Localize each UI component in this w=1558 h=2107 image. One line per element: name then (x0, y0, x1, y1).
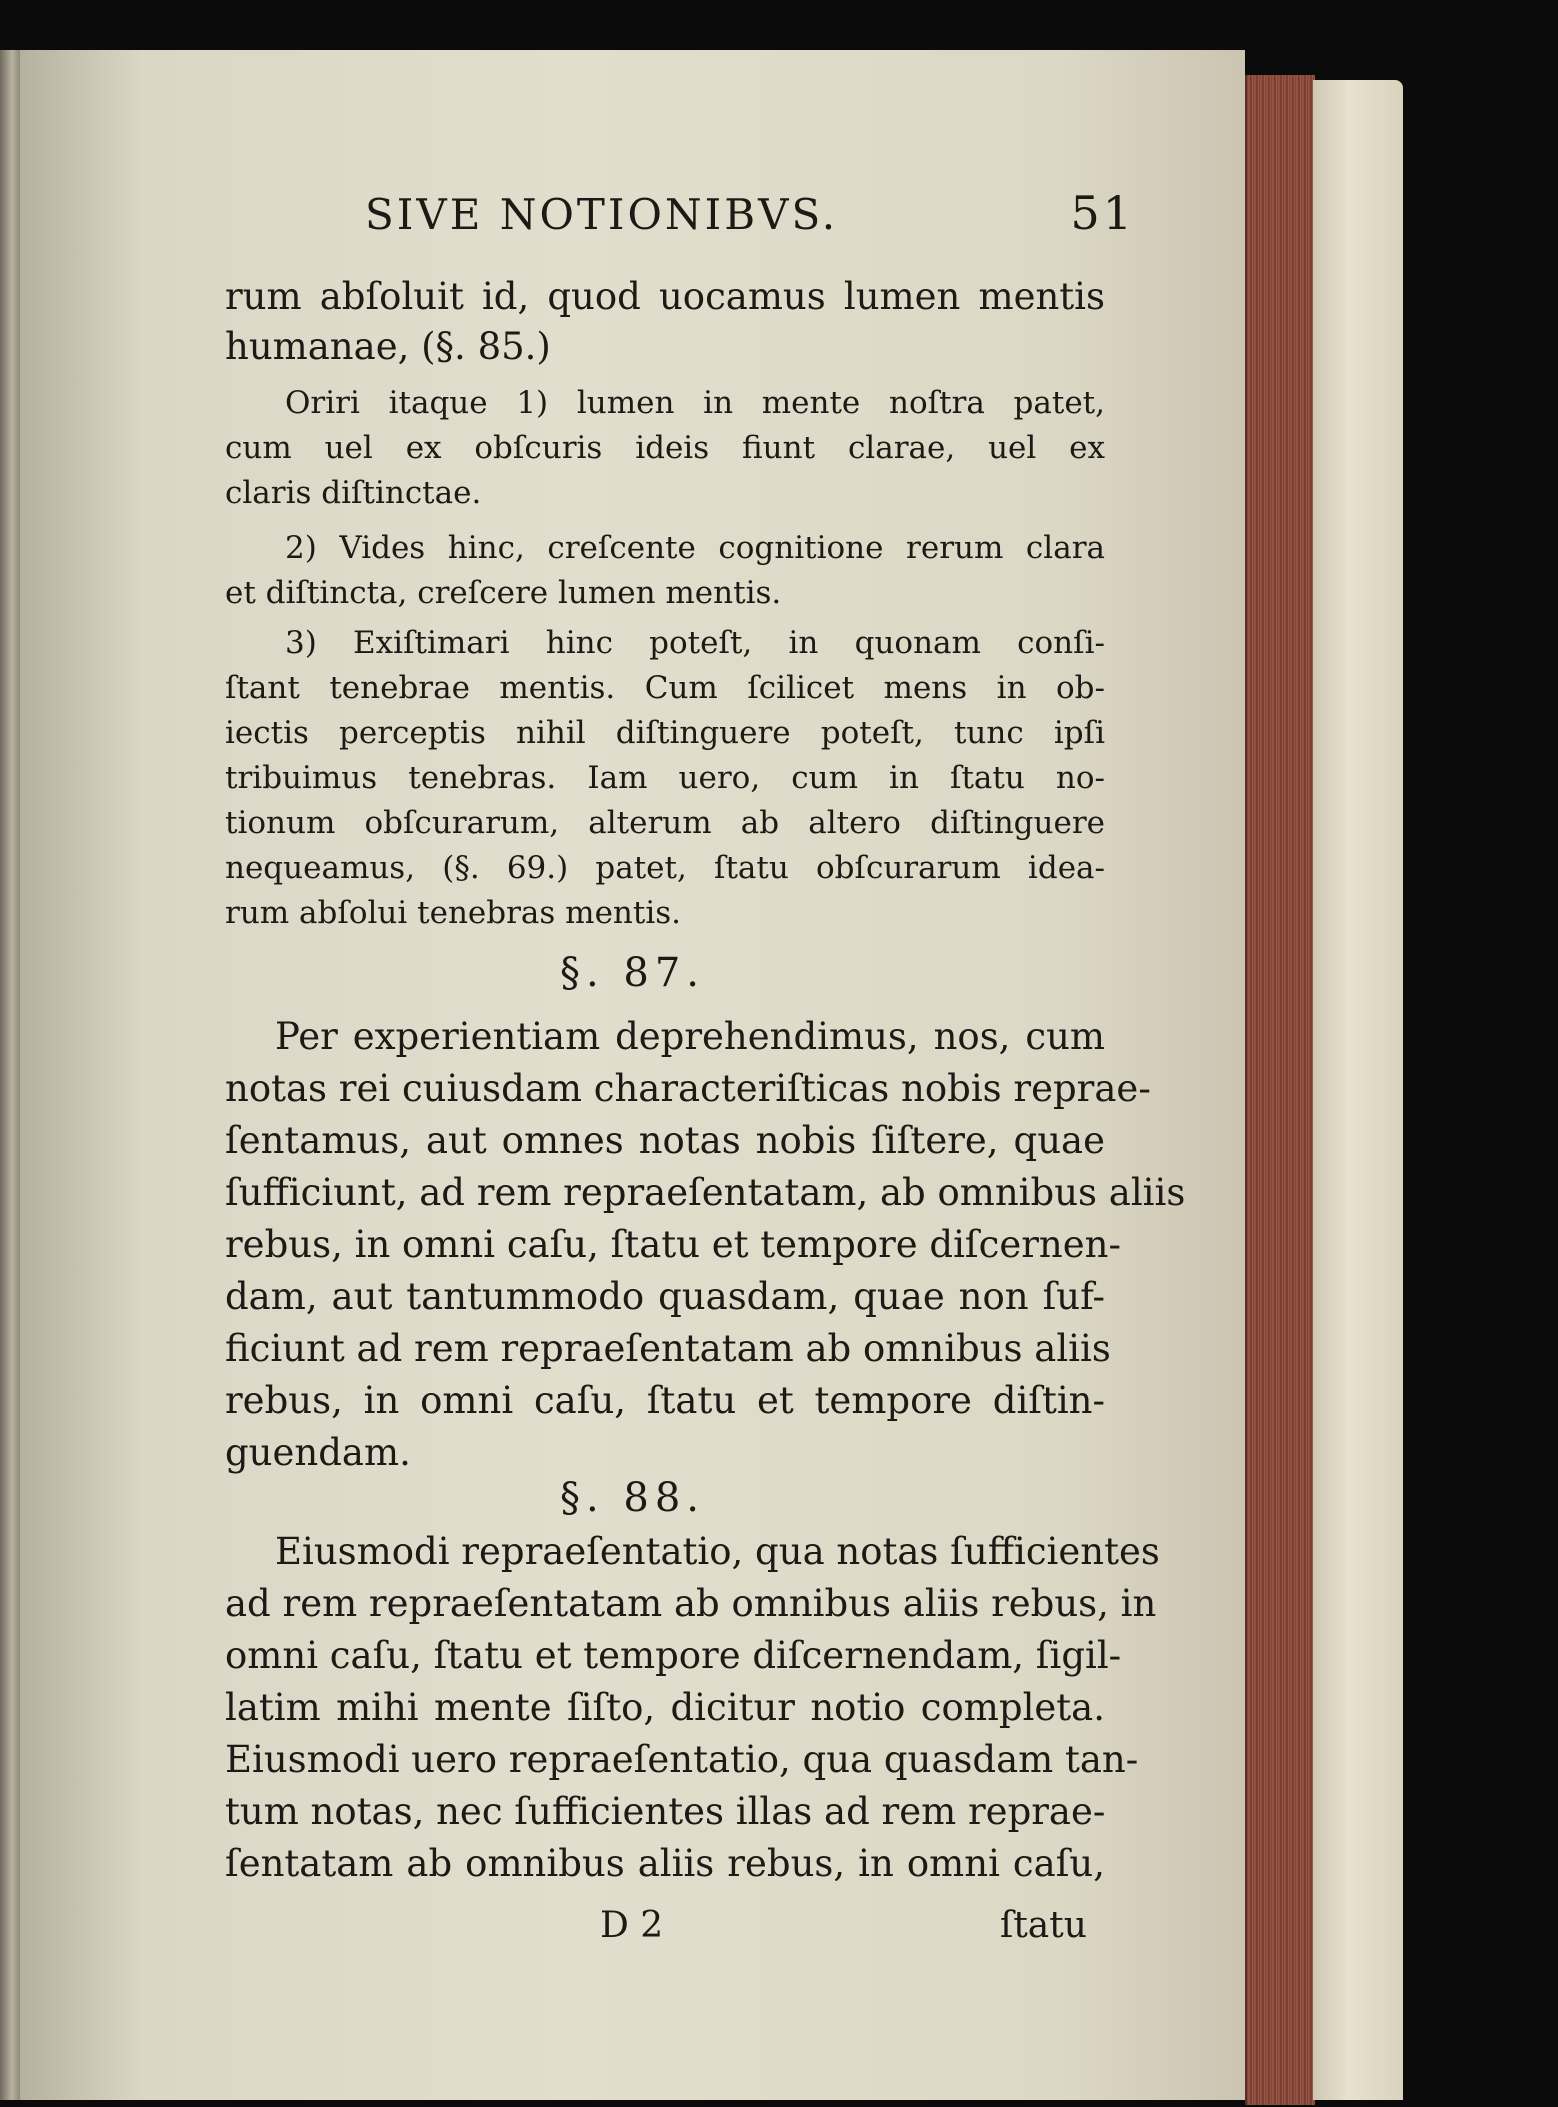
left-page-edge (0, 50, 20, 2100)
text-line: cum uel ex obſcuris ideis fiunt clarae, uel ex (225, 430, 1105, 466)
text-line: notas rei cuiusdam characteriſticas nobis reprae- (225, 1067, 1151, 1110)
book-fore-edge (1245, 75, 1315, 2105)
text-line: dam, aut tantummodo quasdam, quae non ſuf- (225, 1275, 1105, 1318)
text-line: rum abſolui tenebras mentis. (225, 895, 682, 931)
running-title: SIVE NOTIONIBVS. (365, 190, 839, 239)
text-line: ſentatam ab omnibus aliis rebus, in omni caſu, (225, 1842, 1105, 1885)
text-line: et diſtincta, creſcere lumen mentis. (225, 575, 782, 611)
text-line: tum notas, nec ſufficientes illas ad rem reprae- (225, 1790, 1106, 1833)
signature-mark: D 2 (600, 1905, 664, 1946)
running-head (365, 186, 1135, 250)
text-line: claris diſtinctae. (225, 475, 482, 511)
text-line: ſufficiunt, ad rem repraeſentatam, ab omnibus aliis (225, 1171, 1186, 1214)
book-cover-edge (1313, 80, 1403, 2100)
text-line: rum abſoluit id, quod uocamus lumen mentis (225, 275, 1105, 318)
text-line: rebus, in omni caſu, ſtatu et tempore diſcernen- (225, 1223, 1121, 1266)
text-line: Per experientiam deprehendimus, nos, cum (275, 1015, 1105, 1058)
text-line: tionum obſcurarum, alterum ab altero diſtinguere (225, 805, 1105, 841)
text-line: rebus, in omni caſu, ſtatu et tempore diſtin- (225, 1379, 1105, 1422)
text-line: tribuimus tenebras. Iam uero, cum in ſtatu no- (225, 760, 1105, 796)
text-line: ficiunt ad rem repraeſentatam ab omnibus aliis (225, 1327, 1111, 1370)
page-number: 51 (1070, 186, 1135, 240)
book-page (20, 50, 1245, 2100)
text-line: humanae, (§. 85.) (225, 325, 551, 368)
text-line: 2) Vides hinc, creſcente cognitione rerum clara (285, 530, 1105, 566)
text-line: Eiusmodi uero repraeſentatio, qua quasdam tan- (225, 1738, 1139, 1781)
text-line: Oriri itaque 1) lumen in mente noſtra patet, (285, 385, 1105, 421)
text-line: iectis perceptis nihil diſtinguere poteſt, tunc ipſi (225, 715, 1105, 751)
text-line: ſentamus, aut omnes notas nobis ſiſtere, quae (225, 1119, 1105, 1162)
text-line: Eiusmodi repraeſentatio, qua notas ſufficientes (275, 1530, 1160, 1573)
text-line: guendam. (225, 1431, 411, 1474)
text-line: latim mihi mente ſiſto, dicitur notio completa. (225, 1686, 1105, 1729)
catchword: ſtatu (1000, 1905, 1087, 1946)
text-line: nequeamus, (§. 69.) patet, ſtatu obſcurarum idea- (225, 850, 1105, 886)
text-line: omni caſu, ſtatu et tempore diſcernendam, ſigil- (225, 1634, 1122, 1677)
section-heading-88: §. 88. (559, 1475, 706, 1521)
text-line: ad rem repraeſentatam ab omnibus aliis rebus, in (225, 1582, 1157, 1625)
text-line: ſtant tenebrae mentis. Cum ſcilicet mens in ob- (225, 670, 1105, 706)
section-heading-87: §. 87. (559, 950, 706, 996)
text-line: 3) Exiſtimari hinc poteſt, in quonam conſi- (285, 625, 1105, 661)
